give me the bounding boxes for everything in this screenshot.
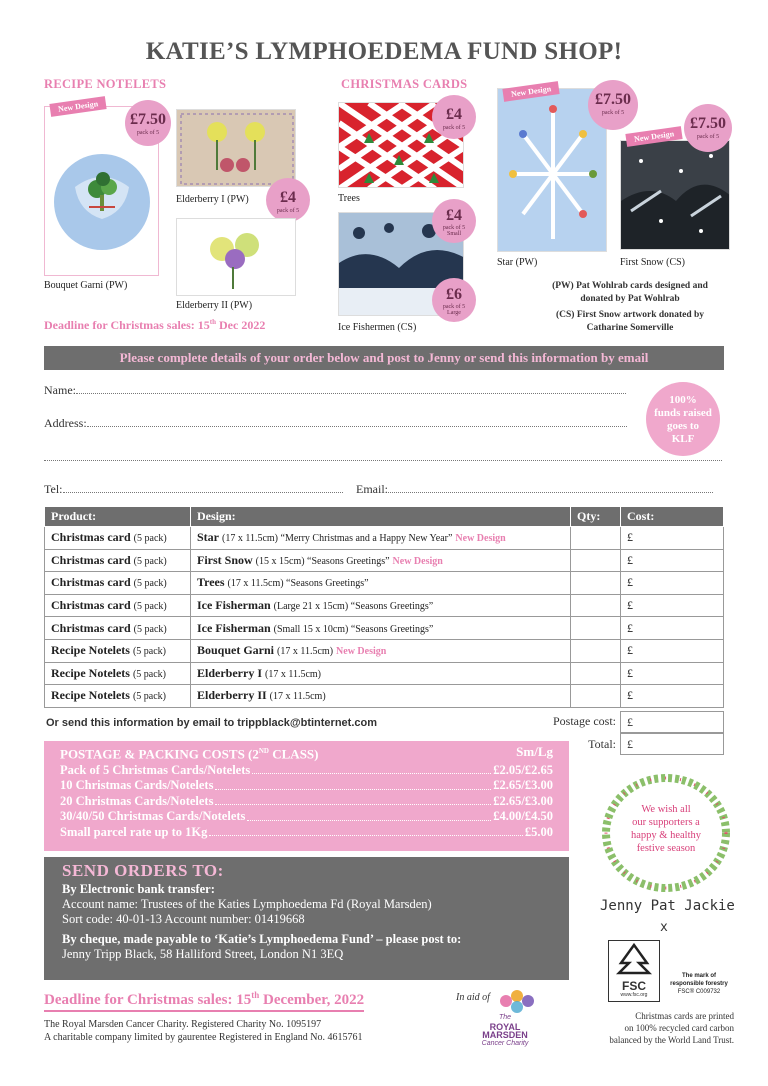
recycled-note [578, 1010, 734, 1046]
tel-field[interactable] [44, 482, 354, 497]
order-row [45, 639, 724, 662]
design-cell [191, 662, 571, 685]
royal-marsden-logo-icon [496, 988, 538, 1014]
star-new-design-ribbon: New Design [502, 81, 559, 102]
design-cell [191, 572, 571, 595]
postage-row-leader [215, 794, 491, 806]
ice-fishermen-caption: Ice Fishermen (CS) [338, 322, 417, 333]
design-detail: (17 x 11.5cm) [277, 646, 334, 658]
design-cell [191, 685, 571, 708]
address-field[interactable] [44, 416, 644, 431]
trees-pack: pack of 5 [442, 125, 466, 131]
order-row [45, 594, 724, 617]
wreath-message [600, 803, 732, 855]
name-field[interactable] [44, 383, 644, 398]
fsc-mark-line2: responsible forestry [670, 981, 728, 987]
wreath-line2: our supporters a [632, 817, 700, 828]
fsc-name: FSC [622, 979, 646, 993]
fishermen-large-price-badge [432, 278, 476, 322]
cost-cell[interactable]: £ [621, 594, 724, 617]
order-row [45, 617, 724, 640]
product-name: Christmas card [51, 575, 131, 590]
product-name: Recipe Notelets [51, 643, 130, 658]
postage-col-header: Sm/Lg [516, 744, 553, 759]
deadline-bottom-text: Deadline for Christmas sales: 15 [44, 992, 252, 1008]
note-pw-line2: donated by Pat Wohlrab [580, 293, 680, 304]
wreath-line1: We wish all [641, 804, 691, 815]
elderberry-price: £4 [280, 189, 296, 206]
rm-the: The [498, 1014, 512, 1021]
product-name: Recipe Notelets [51, 665, 130, 680]
product-pack: (5 pack) [132, 668, 167, 680]
deadline-top-text: Deadline for Christmas sales: 15 [44, 318, 210, 332]
design-cell [191, 527, 571, 550]
charity-line2: A charitable company limited by gaurentee Registered in England No. 4615761 [44, 1032, 363, 1043]
col-cost: Cost: [621, 507, 724, 527]
design-name: Elderberry II [197, 688, 267, 703]
order-instructions-bar: Please complete details of your order below and post to Jenny or send this information by email [44, 346, 724, 370]
new-design-tag: New Design [392, 555, 443, 567]
bouquet-garni-caption: Bouquet Garni (PW) [44, 280, 128, 291]
order-row [45, 527, 724, 550]
order-row [45, 572, 724, 595]
postage-cost-label: Postage cost: [553, 714, 616, 728]
cost-cell[interactable]: £ [621, 662, 724, 685]
first-snow-art [621, 141, 730, 250]
design-detail: (17 x 11.5cm) “Seasons Greetings” [227, 578, 369, 590]
postage-row-leader [247, 809, 491, 821]
rm-cancer-charity: Cancer Charity [481, 1039, 529, 1047]
fsc-logo [608, 940, 660, 1002]
name-label: Name: [44, 383, 76, 397]
qty-cell[interactable] [571, 639, 621, 662]
recipe-notelets-heading: RECIPE NOTELETS [44, 77, 167, 91]
qty-cell[interactable] [571, 549, 621, 572]
product-name: Christmas card [51, 530, 131, 545]
fsc-code: FSC® C009732 [677, 989, 721, 995]
order-row [45, 662, 724, 685]
order-table-header [45, 507, 724, 527]
first-snow-caption: First Snow (CS) [620, 257, 686, 268]
qty-cell[interactable] [571, 527, 621, 550]
postage-row [60, 778, 553, 794]
postage-packing-panel [44, 741, 569, 851]
email-field[interactable] [356, 482, 724, 497]
total-box[interactable]: £ [620, 733, 724, 755]
postage-row-value: £2.65/£3.00 [493, 793, 553, 808]
order-row [45, 685, 724, 708]
postage-row [60, 763, 553, 779]
star-price-badge [588, 80, 638, 130]
elderberry-2-caption: Elderberry II (PW) [176, 300, 253, 311]
postage-title-row [60, 744, 553, 762]
postage-row-leader [215, 778, 491, 790]
charity-line1: The Royal Marsden Cancer Charity. Registered Charity No. 1095197 [44, 1019, 322, 1030]
product-pack: (5 pack) [132, 646, 167, 658]
col-product: Product: [45, 507, 191, 527]
signature: Jenny Pat Jackie [600, 898, 735, 914]
postage-title-text: POSTAGE & PACKING COSTS (2 [60, 746, 259, 762]
deadline-top-rest: Dec 2022 [216, 318, 266, 332]
star-pack: pack of 5 [601, 110, 625, 116]
design-cell [191, 594, 571, 617]
recycled-line1: Christmas cards are printed [635, 1011, 734, 1021]
design-name: Ice Fisherman [197, 620, 271, 635]
design-detail: (Large 21 x 15cm) “Seasons Greetings” [273, 601, 434, 613]
design-detail: (17 x 11.5cm) [269, 691, 326, 703]
address-label: Address: [44, 416, 87, 430]
funds-raised-badge [646, 382, 720, 456]
postage-row-leader [252, 763, 491, 775]
snow-pack: pack of 5 [696, 134, 720, 140]
fsc-tree-icon [609, 941, 659, 975]
funds-badge-line4: KLF [671, 433, 695, 445]
snow-price-badge [684, 104, 732, 152]
product-cell [45, 617, 191, 640]
product-name: Christmas card [51, 552, 131, 567]
cost-cell[interactable]: £ [621, 549, 724, 572]
design-cell [191, 549, 571, 572]
funds-badge-line1: 100% [669, 394, 697, 406]
elderberry-2-art [177, 219, 296, 296]
star-price: £7.50 [595, 91, 631, 108]
qty-cell[interactable] [571, 685, 621, 708]
product-pack: (5 pack) [133, 623, 167, 635]
qty-cell[interactable] [571, 594, 621, 617]
product-pack: (5 pack) [133, 601, 167, 613]
trees-caption: Trees [338, 193, 360, 204]
note-pw-line1: (PW) Pat Wohlrab cards designed and [552, 281, 708, 291]
fishermen-small-pack: pack of 5 Small [442, 225, 466, 237]
product-cell [45, 572, 191, 595]
postage-title [60, 744, 319, 762]
email-order-note: Or send this information by email to trippblack@btinternet.com [46, 717, 377, 729]
postage-row-label: Pack of 5 Christmas Cards/Notelets [60, 762, 251, 777]
design-detail: (17 x 11.5cm) [265, 668, 322, 680]
product-cell [45, 594, 191, 617]
deadline-top [44, 318, 265, 333]
deadline-bottom-rest: December, 2022 [259, 992, 365, 1008]
elderberry-pack: pack of 5 [276, 208, 300, 214]
trees-price-badge [432, 95, 476, 139]
in-aid-of-label: In aid of [456, 992, 490, 1003]
elderberry-price-badge [266, 178, 310, 222]
fsc-site: www.fsc.org [620, 992, 648, 998]
cost-cell[interactable]: £ [621, 617, 724, 640]
fsc-mark [664, 972, 734, 996]
product-pack: (5 pack) [133, 533, 167, 545]
elderberry-1-image [176, 109, 296, 187]
qty-cell[interactable] [571, 572, 621, 595]
col-design: Design: [191, 507, 571, 527]
total-label: Total: [588, 737, 616, 751]
bouquet-pack: pack of 5 [136, 130, 160, 136]
sort-code: Sort code: 40-01-13 Account number: 01419668 [62, 912, 305, 926]
design-cell [191, 639, 571, 662]
bank-transfer-label: By Electronic bank transfer: [62, 882, 215, 896]
design-detail: (15 x 15cm) “Seasons Greetings” [255, 555, 390, 567]
snow-price: £7.50 [690, 115, 726, 132]
bouquet-new-design-ribbon: New Design [49, 96, 106, 117]
cost-cell[interactable]: £ [621, 639, 724, 662]
col-qty: Qty: [571, 507, 621, 527]
postage-row-value: £2.65/£3.00 [493, 778, 553, 793]
cost-cell[interactable]: £ [621, 572, 724, 595]
postage-row-label: 10 Christmas Cards/Notelets [60, 778, 214, 793]
trees-price: £4 [446, 106, 462, 123]
wreath-line3: happy & healthy [631, 830, 701, 841]
qty-cell[interactable] [571, 662, 621, 685]
design-name: First Snow [197, 552, 253, 567]
fishermen-small-price: £4 [446, 207, 462, 224]
page-title: KATIE’S LYMPHOEDEMA FUND SHOP! [145, 38, 623, 65]
product-cell [45, 549, 191, 572]
postage-title-end: CLASS) [269, 746, 319, 762]
product-cell [45, 527, 191, 550]
elderberry-1-caption: Elderberry I (PW) [176, 194, 249, 205]
star-caption: Star (PW) [497, 257, 538, 268]
fishermen-large-price: £6 [446, 286, 462, 303]
design-detail: (Small 15 x 10cm) “Seasons Greetings” [273, 623, 434, 635]
design-name: Ice Fisherman [197, 598, 271, 613]
postage-row-label: 20 Christmas Cards/Notelets [60, 793, 214, 808]
postage-row [60, 825, 553, 841]
tel-label: Tel: [44, 482, 63, 496]
email-label: Email: [356, 482, 388, 496]
address-field-line2[interactable] [44, 450, 724, 465]
funds-badge-line3: goes to [666, 420, 700, 432]
postage-row [60, 794, 553, 810]
recycled-line3: balanced by the World Land Trust. [609, 1035, 734, 1045]
design-name: Star [197, 530, 219, 545]
postage-title-sup: ND [258, 747, 269, 755]
rm-royal: ROYAL [489, 1021, 521, 1032]
design-detail: (17 x 11.5cm) “Merry Christmas and a Happy New Year” [222, 533, 453, 545]
fishermen-large-pack: pack of 5 Large [442, 304, 466, 316]
bouquet-price-badge [125, 100, 171, 146]
royal-marsden-name [470, 1014, 540, 1048]
product-pack: (5 pack) [133, 555, 167, 567]
artist-note-cs [520, 309, 740, 335]
wreath-line4: festive season [636, 843, 696, 854]
product-cell [45, 639, 191, 662]
design-name: Bouquet Garni [197, 643, 275, 658]
charity-info [44, 1018, 363, 1044]
signature-kiss: x [660, 920, 668, 935]
product-name: Christmas card [51, 598, 131, 613]
design-name: Elderberry I [197, 665, 262, 680]
deadline-bottom [44, 990, 364, 1012]
product-cell [45, 685, 191, 708]
christmas-cards-heading: CHRISTMAS CARDS [341, 77, 468, 91]
product-pack: (5 pack) [132, 691, 167, 703]
rm-marsden: MARSDEN [482, 1030, 528, 1040]
product-pack: (5 pack) [133, 578, 167, 590]
fishermen-small-price-badge [432, 199, 476, 243]
order-row [45, 549, 724, 572]
recycled-line2: on 100% recycled card carbon [624, 1023, 734, 1033]
cheque-instructions: By cheque, made payable to ‘Katie’s Lymphoedema Fund’ – please post to: [62, 932, 462, 946]
note-cs-line2: Catharine Somerville [586, 322, 674, 333]
postage-row-value: £5.00 [524, 824, 553, 839]
order-table [44, 506, 724, 708]
postage-row-leader [209, 825, 523, 837]
postage-row-value: £4.00/£4.50 [493, 809, 553, 824]
festive-wreath [600, 773, 732, 893]
product-cell [45, 662, 191, 685]
product-name: Christmas card [51, 620, 131, 635]
funds-badge-line2: funds raised [654, 407, 712, 419]
qty-cell[interactable] [571, 617, 621, 640]
fsc-mark-line1: The mark of [681, 973, 716, 979]
artist-note-pw [520, 280, 740, 306]
new-design-tag: New Design [455, 533, 506, 545]
design-cell [191, 617, 571, 640]
royal-marsden-logo-art [496, 988, 538, 1014]
postal-address: Jenny Tripp Black, 58 Halliford Street, London N1 3EQ [62, 947, 344, 961]
product-name: Recipe Notelets [51, 688, 130, 703]
account-name: Account name: Trustees of the Katies Lymphoedema Fd (Royal Marsden) [62, 897, 432, 911]
postage-row-label: 30/40/50 Christmas Cards/Notelets [60, 809, 246, 824]
deadline-bottom-sup: th [251, 990, 260, 1000]
send-orders-panel [44, 857, 569, 980]
postage-row [60, 809, 553, 825]
snow-new-design-ribbon: New Design [625, 126, 682, 147]
cost-cell[interactable]: £ [621, 685, 724, 708]
postage-cost-box[interactable]: £ [620, 711, 724, 733]
new-design-tag: New Design [336, 646, 387, 658]
cost-cell[interactable]: £ [621, 527, 724, 550]
elderberry-1-art [177, 110, 296, 187]
first-snow-image [620, 140, 730, 250]
deadline-top-sup: th [209, 318, 217, 326]
postage-row-label: Small parcel rate up to 1Kg [60, 824, 208, 839]
postage-row-value: £2.05/£2.65 [493, 762, 553, 777]
send-orders-heading: SEND ORDERS TO: [62, 861, 224, 880]
note-cs-line1: (CS) First Snow artwork donated by [555, 310, 705, 320]
design-name: Trees [197, 575, 225, 590]
elderberry-2-image [176, 218, 296, 296]
bouquet-price: £7.50 [130, 111, 166, 128]
